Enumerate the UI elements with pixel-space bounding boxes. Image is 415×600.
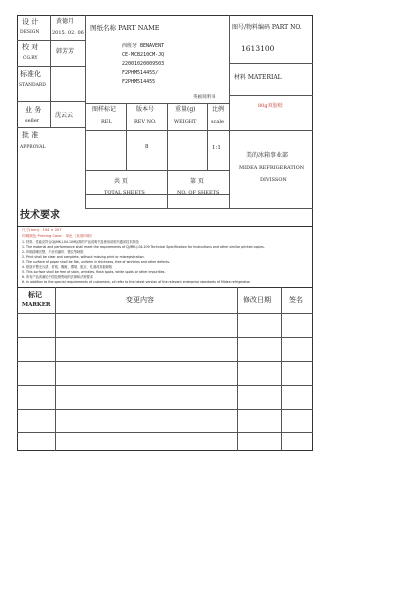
- marker-header-en: MARKER: [22, 302, 51, 308]
- rev-value: 8: [145, 144, 149, 150]
- divider: [207, 103, 208, 170]
- weight-label-en: WEIGHT: [174, 119, 197, 125]
- approval-label: 批 准: [22, 131, 39, 139]
- divider: [229, 63, 313, 64]
- tech-note: 6. 所有产品须满足中国及销售地的法律和法规要求: [22, 275, 93, 279]
- tech-note: 1. The material and performance shall meet the requirements of QJ/MK.J.04.109 Technical Specification for Instructions and other similar printed copies.: [22, 245, 265, 249]
- tech-note: 4. 纸面平整无污渍、折痕、撕破、褶皱、脏点、孔洞或其他缺陷: [22, 265, 113, 269]
- tech-color: 印刷颜色 Printing Color：单色（灰度印刷）: [22, 234, 95, 238]
- table-row-line: [17, 313, 313, 314]
- table-row-line: [17, 432, 313, 433]
- approval-label-en: APPROVAL: [20, 145, 46, 150]
- divider: [237, 287, 238, 451]
- standard-label-en: STANDARD: [19, 83, 46, 88]
- part-no-label: 图号/物料编码 PART NO.: [232, 24, 302, 31]
- divider: [229, 15, 230, 208]
- seller-name: 沈云云: [55, 112, 74, 119]
- marker-header: 标记: [28, 290, 42, 299]
- content-header: 变更内容: [126, 296, 154, 304]
- table-row-line: [17, 361, 313, 362]
- rev-label-en: REV NO.: [134, 119, 157, 125]
- manual-label: 英画说明书: [193, 95, 216, 100]
- check-name: 韩芳芳: [56, 48, 75, 55]
- design-name: 黄德月: [56, 18, 75, 25]
- standard-label: 标准化: [20, 70, 41, 78]
- table-row-line: [17, 409, 313, 410]
- scale-label-en: scale: [211, 119, 224, 125]
- design-label: 设 计: [22, 18, 39, 26]
- design-date: 2015. 02. 06: [52, 30, 84, 36]
- tech-size: 尺寸(mm)：194 × 207: [22, 228, 62, 232]
- division-en-1: MIDEA REFRIGERATION: [239, 165, 305, 171]
- section-divider: [17, 287, 313, 288]
- tech-note: 5. This surface shall be free of stain, wrinkles, flash spots, white spots or other impurities.: [22, 270, 166, 274]
- seller-label-en: seller: [25, 118, 40, 124]
- divider: [85, 170, 229, 171]
- mark-label: 图样标记: [92, 106, 117, 113]
- date-header: 修改日期: [243, 296, 271, 304]
- divider: [17, 40, 85, 41]
- divider: [126, 103, 127, 170]
- tech-note: 1. 材料、性能应符合QJ/MK.J.04.109标准的产品说明书及使用说明书通用技术规范: [22, 240, 139, 244]
- tech-note: 2. Print shall be clear and complete, without missing print or misregistration.: [22, 255, 145, 259]
- divider: [85, 208, 313, 209]
- divider: [167, 103, 168, 170]
- design-label-en: DESIGN: [20, 30, 40, 35]
- sheet-no-label: 第 页: [190, 178, 204, 185]
- sheet-no-label-en: NO. OF SHEETS: [177, 190, 220, 196]
- check-label-en: CG.RY: [23, 56, 38, 61]
- divider: [55, 287, 56, 451]
- divider: [17, 66, 85, 67]
- tech-note: 3. The surface of paper shall be flat, uniform in thickness, free of wrinkles and other defects.: [22, 260, 171, 264]
- tech-heading: 技术要求: [20, 210, 60, 221]
- seller-label: 业 务: [25, 106, 42, 114]
- divider: [281, 287, 282, 451]
- part-line: F2PHM514455/: [122, 70, 159, 76]
- divider: [17, 101, 85, 102]
- part-line: CE-MCB210CM-JQ: [122, 52, 165, 58]
- division-en-2: DIVISSON: [260, 177, 287, 183]
- material-label: 材料 MATERIAL: [234, 74, 282, 81]
- tech-note: 6. In addition to the special requirements of customers, all refer to the latest version of the relevant enterprise standards of Midea refrigerator.: [22, 280, 251, 284]
- divider: [229, 95, 313, 96]
- scale-label: 比例: [212, 106, 225, 113]
- part-name-label: 图纸名称 PART NAME: [90, 24, 160, 32]
- divider: [85, 130, 313, 131]
- part-line: F2PHM514455: [122, 79, 156, 85]
- table-row-line: [17, 385, 313, 386]
- divider: [17, 127, 85, 128]
- part-line: 西班牙 BENAVENT: [122, 43, 165, 49]
- weight-label: 重量(g): [175, 106, 196, 113]
- divider: [85, 15, 86, 208]
- division-cn: 美的冰箱事业部: [246, 152, 289, 159]
- sign-header: 签名: [289, 296, 303, 304]
- table-row-line: [17, 337, 313, 338]
- total-sheets-label: 共 页: [114, 178, 128, 185]
- rev-label: 版本号: [136, 106, 155, 113]
- total-sheets-label-en: TOTAL SHEETS: [104, 190, 145, 196]
- section-divider: [17, 226, 313, 227]
- mark-label-en: REL: [101, 119, 112, 125]
- divider: [167, 170, 168, 208]
- tech-note: 2. 印刷清晰完整，不应有漏印、错位等缺陷: [22, 250, 84, 254]
- check-label: 校 对: [22, 43, 39, 51]
- part-no: 1613100: [241, 44, 275, 53]
- divider: [50, 15, 51, 127]
- material-value: 80g双胶纸: [258, 103, 283, 109]
- part-line: 22001020009503: [122, 61, 165, 67]
- scale-value: 1:1: [212, 145, 221, 151]
